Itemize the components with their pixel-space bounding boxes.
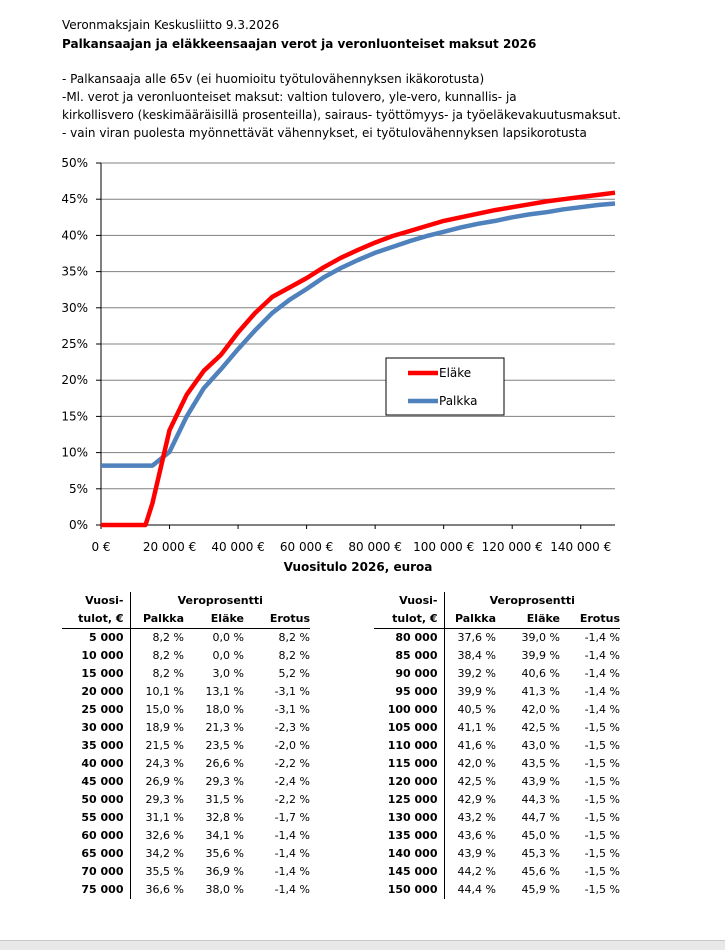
palkka-cell: 21,5 % xyxy=(145,739,184,752)
y-tick-label: 45% xyxy=(61,192,88,207)
elake-header: Eläke xyxy=(496,610,560,629)
income-cell: 65 000 xyxy=(62,845,130,863)
income-cell: 70 000 xyxy=(62,863,130,881)
y-tick-label: 50% xyxy=(61,156,88,170)
table-row xyxy=(62,791,310,809)
table-row xyxy=(62,881,310,899)
table-row xyxy=(374,809,620,827)
palkka-cell: 34,2 % xyxy=(145,847,184,860)
note-line: kirkollisvero (keskimääräisillä prosenteilla), sairaus- työttömyys- ja työeläkevakuutusmaksut. xyxy=(62,108,622,122)
page-title: Palkansaajan ja eläkkeensaajan verot ja veronluonteiset maksut 2026 xyxy=(62,37,537,51)
palkka-header: Palkka xyxy=(444,610,496,629)
table-row xyxy=(374,683,620,701)
income-cell: 80 000 xyxy=(374,629,444,648)
elake-cell: 3,0 % xyxy=(212,667,244,680)
tax-rate-header: Veroprosentti xyxy=(489,594,575,607)
series-line-elake xyxy=(101,193,615,525)
erotus-cell: -1,5 % xyxy=(584,883,620,896)
income-cell: 45 000 xyxy=(62,773,130,791)
elake-cell: 45,9 % xyxy=(521,883,560,896)
elake-cell: 0,0 % xyxy=(212,631,244,644)
erotus-cell: -1,4 % xyxy=(274,829,310,842)
income-cell: 20 000 xyxy=(62,683,130,701)
palkka-cell: 42,5 % xyxy=(457,775,496,788)
income-cell: 10 000 xyxy=(62,647,130,665)
palkka-cell: 39,9 % xyxy=(457,685,496,698)
income-cell: 75 000 xyxy=(62,881,130,899)
table-row xyxy=(374,629,620,648)
erotus-cell: -2,4 % xyxy=(274,775,310,788)
y-tick-label: 40% xyxy=(61,228,88,243)
income-cell: 25 000 xyxy=(62,701,130,719)
erotus-cell: -1,7 % xyxy=(274,811,310,824)
palkka-cell: 18,9 % xyxy=(145,721,184,734)
table-row xyxy=(374,647,620,665)
erotus-cell: 8,2 % xyxy=(278,649,310,662)
erotus-cell: 5,2 % xyxy=(278,667,310,680)
elake-cell: 44,3 % xyxy=(521,793,560,806)
tax-table-right xyxy=(374,592,620,899)
table-row xyxy=(62,701,310,719)
income-cell: 30 000 xyxy=(62,719,130,737)
income-cell: 130 000 xyxy=(374,809,444,827)
x-tick-label: 140 000 € xyxy=(550,540,612,554)
elake-cell: 43,9 % xyxy=(521,775,560,788)
elake-cell: 39,0 % xyxy=(521,631,560,644)
erotus-cell: -1,5 % xyxy=(584,721,620,734)
erotus-cell: -1,4 % xyxy=(584,631,620,644)
note-line: - Palkansaaja alle 65v (ei huomioitu työtulovähennyksen ikäkorotusta) xyxy=(62,72,485,86)
palkka-header: Palkka xyxy=(130,610,184,629)
table-row xyxy=(62,647,310,665)
income-cell: 55 000 xyxy=(62,809,130,827)
elake-cell: 36,9 % xyxy=(205,865,244,878)
erotus-cell: -1,4 % xyxy=(584,667,620,680)
erotus-header: Erotus xyxy=(244,610,310,629)
palkka-cell: 31,1 % xyxy=(145,811,184,824)
income-cell: 60 000 xyxy=(62,827,130,845)
erotus-cell: -3,1 % xyxy=(274,685,310,698)
palkka-cell: 29,3 % xyxy=(145,793,184,806)
x-tick-label: 120 000 € xyxy=(481,540,543,554)
erotus-cell: -1,5 % xyxy=(584,793,620,806)
elake-cell: 43,5 % xyxy=(521,757,560,770)
palkka-cell: 41,6 % xyxy=(457,739,496,752)
table-row xyxy=(62,683,310,701)
y-tick-label: 35% xyxy=(61,264,88,279)
palkka-cell: 43,6 % xyxy=(457,829,496,842)
elake-cell: 34,1 % xyxy=(205,829,244,842)
palkka-cell: 39,2 % xyxy=(457,667,496,680)
erotus-cell: -1,5 % xyxy=(584,811,620,824)
erotus-cell: -1,5 % xyxy=(584,775,620,788)
elake-cell: 45,0 % xyxy=(521,829,560,842)
elake-cell: 43,0 % xyxy=(521,739,560,752)
table-row xyxy=(62,809,310,827)
palkka-cell: 42,0 % xyxy=(457,757,496,770)
elake-cell: 21,3 % xyxy=(205,721,244,734)
elake-cell: 32,8 % xyxy=(205,811,244,824)
x-tick-label: 20 000 € xyxy=(142,540,197,554)
palkka-cell: 43,2 % xyxy=(457,811,496,824)
income-cell: 15 000 xyxy=(62,665,130,683)
table-row xyxy=(374,827,620,845)
y-tick-label: 15% xyxy=(61,409,88,424)
income-header: Vuosi- xyxy=(62,592,130,610)
erotus-cell: -1,4 % xyxy=(584,685,620,698)
erotus-cell: -2,0 % xyxy=(274,739,310,752)
elake-cell: 31,5 % xyxy=(205,793,244,806)
income-cell: 40 000 xyxy=(62,755,130,773)
erotus-cell: -2,2 % xyxy=(274,793,310,806)
erotus-cell: -1,4 % xyxy=(274,847,310,860)
y-tick-label: 30% xyxy=(61,300,88,315)
series-line-palkka xyxy=(101,204,615,466)
table-row xyxy=(374,773,620,791)
table-row xyxy=(62,665,310,683)
palkka-cell: 44,2 % xyxy=(457,865,496,878)
tax-rate-header: Veroprosentti xyxy=(177,594,263,607)
x-tick-label: 0 € xyxy=(91,540,111,554)
income-cell: 100 000 xyxy=(374,701,444,719)
palkka-cell: 10,1 % xyxy=(145,685,184,698)
income-cell: 120 000 xyxy=(374,773,444,791)
y-tick-label: 5% xyxy=(68,481,88,496)
table-row xyxy=(62,629,310,648)
income-cell: 125 000 xyxy=(374,791,444,809)
y-tick-label: 25% xyxy=(61,337,88,351)
elake-cell: 39,9 % xyxy=(521,649,560,662)
table-row xyxy=(374,701,620,719)
palkka-cell: 26,9 % xyxy=(145,775,184,788)
erotus-cell: -1,5 % xyxy=(584,847,620,860)
legend-label: Palkka xyxy=(439,394,478,408)
palkka-cell: 36,6 % xyxy=(145,883,184,896)
table-row xyxy=(62,737,310,755)
table-row xyxy=(62,719,310,737)
x-tick-label: 60 000 € xyxy=(279,540,334,554)
table-row xyxy=(374,719,620,737)
elake-cell: 42,0 % xyxy=(521,703,560,716)
erotus-header: Erotus xyxy=(560,610,620,629)
organization-date: Veronmaksjain Keskusliitto 9.3.2026 xyxy=(62,18,280,32)
table-row xyxy=(374,881,620,899)
erotus-cell: -1,5 % xyxy=(584,829,620,842)
palkka-cell: 41,1 % xyxy=(457,721,496,734)
table-row xyxy=(374,755,620,773)
income-cell: 90 000 xyxy=(374,665,444,683)
palkka-cell: 35,5 % xyxy=(145,865,184,878)
palkka-cell: 42,9 % xyxy=(457,793,496,806)
elake-header: Eläke xyxy=(184,610,244,629)
elake-cell: 44,7 % xyxy=(521,811,560,824)
erotus-cell: 8,2 % xyxy=(278,631,310,644)
palkka-cell: 8,2 % xyxy=(152,667,184,680)
y-tick-label: 0% xyxy=(68,518,88,532)
income-header: tulot, € xyxy=(62,610,130,629)
erotus-cell: -1,4 % xyxy=(584,649,620,662)
elake-cell: 0,0 % xyxy=(212,649,244,662)
elake-cell: 23,5 % xyxy=(205,739,244,752)
palkka-cell: 44,4 % xyxy=(457,883,496,896)
table-row xyxy=(374,665,620,683)
erotus-cell: -3,1 % xyxy=(274,703,310,716)
erotus-cell: -1,5 % xyxy=(584,757,620,770)
elake-cell: 45,6 % xyxy=(521,865,560,878)
table-row xyxy=(62,773,310,791)
erotus-cell: -1,5 % xyxy=(584,739,620,752)
income-cell: 50 000 xyxy=(62,791,130,809)
erotus-cell: -2,2 % xyxy=(274,757,310,770)
income-cell: 140 000 xyxy=(374,845,444,863)
palkka-cell: 40,5 % xyxy=(457,703,496,716)
palkka-cell: 8,2 % xyxy=(152,649,184,662)
elake-cell: 29,3 % xyxy=(205,775,244,788)
table-row xyxy=(62,863,310,881)
palkka-cell: 15,0 % xyxy=(145,703,184,716)
y-tick-label: 10% xyxy=(61,445,88,460)
palkka-cell: 8,2 % xyxy=(152,631,184,644)
income-cell: 105 000 xyxy=(374,719,444,737)
table-row xyxy=(62,827,310,845)
x-tick-label: 100 000 € xyxy=(413,540,475,554)
elake-cell: 42,5 % xyxy=(521,721,560,734)
erotus-cell: -2,3 % xyxy=(274,721,310,734)
elake-cell: 45,3 % xyxy=(521,847,560,860)
x-tick-label: 40 000 € xyxy=(211,540,265,554)
income-cell: 95 000 xyxy=(374,683,444,701)
legend-label: Eläke xyxy=(439,366,472,380)
income-header: tulot, € xyxy=(374,610,444,629)
table-row xyxy=(374,791,620,809)
palkka-cell: 24,3 % xyxy=(145,757,184,770)
erotus-cell: -1,4 % xyxy=(274,865,310,878)
palkka-cell: 32,6 % xyxy=(145,829,184,842)
income-cell: 35 000 xyxy=(62,737,130,755)
elake-cell: 18,0 % xyxy=(205,703,244,716)
table-row xyxy=(62,845,310,863)
income-cell: 5 000 xyxy=(62,629,130,648)
elake-cell: 38,0 % xyxy=(205,883,244,896)
table-row xyxy=(374,845,620,863)
palkka-cell: 38,4 % xyxy=(457,649,496,662)
note-line: -Ml. verot ja veronluonteiset maksut: valtion tulovero, yle-vero, kunnallis- ja xyxy=(62,90,517,104)
income-cell: 115 000 xyxy=(374,755,444,773)
elake-cell: 26,6 % xyxy=(205,757,244,770)
palkka-cell: 37,6 % xyxy=(457,631,496,644)
table-row xyxy=(374,737,620,755)
elake-cell: 41,3 % xyxy=(521,685,560,698)
income-cell: 145 000 xyxy=(374,863,444,881)
table-row xyxy=(374,863,620,881)
elake-cell: 13,1 % xyxy=(205,685,244,698)
erotus-cell: -1,4 % xyxy=(584,703,620,716)
income-cell: 135 000 xyxy=(374,827,444,845)
income-cell: 85 000 xyxy=(374,647,444,665)
income-cell: 110 000 xyxy=(374,737,444,755)
income-header: Vuosi- xyxy=(374,592,444,610)
tax-table-left xyxy=(62,592,310,899)
y-tick-label: 20% xyxy=(61,373,88,388)
x-tick-label: 80 000 € xyxy=(348,540,402,554)
income-cell: 150 000 xyxy=(374,881,444,899)
elake-cell: 40,6 % xyxy=(521,667,560,680)
note-line: - vain viran puolesta myönnettävät vähennykset, ei työtulovähennyksen lapsikorotusta xyxy=(62,126,587,140)
erotus-cell: -1,5 % xyxy=(584,865,620,878)
elake-cell: 35,6 % xyxy=(205,847,244,860)
x-axis-title: Vuositulo 2026, euroa xyxy=(283,560,433,574)
table-row xyxy=(62,755,310,773)
palkka-cell: 43,9 % xyxy=(457,847,496,860)
erotus-cell: -1,4 % xyxy=(274,883,310,896)
